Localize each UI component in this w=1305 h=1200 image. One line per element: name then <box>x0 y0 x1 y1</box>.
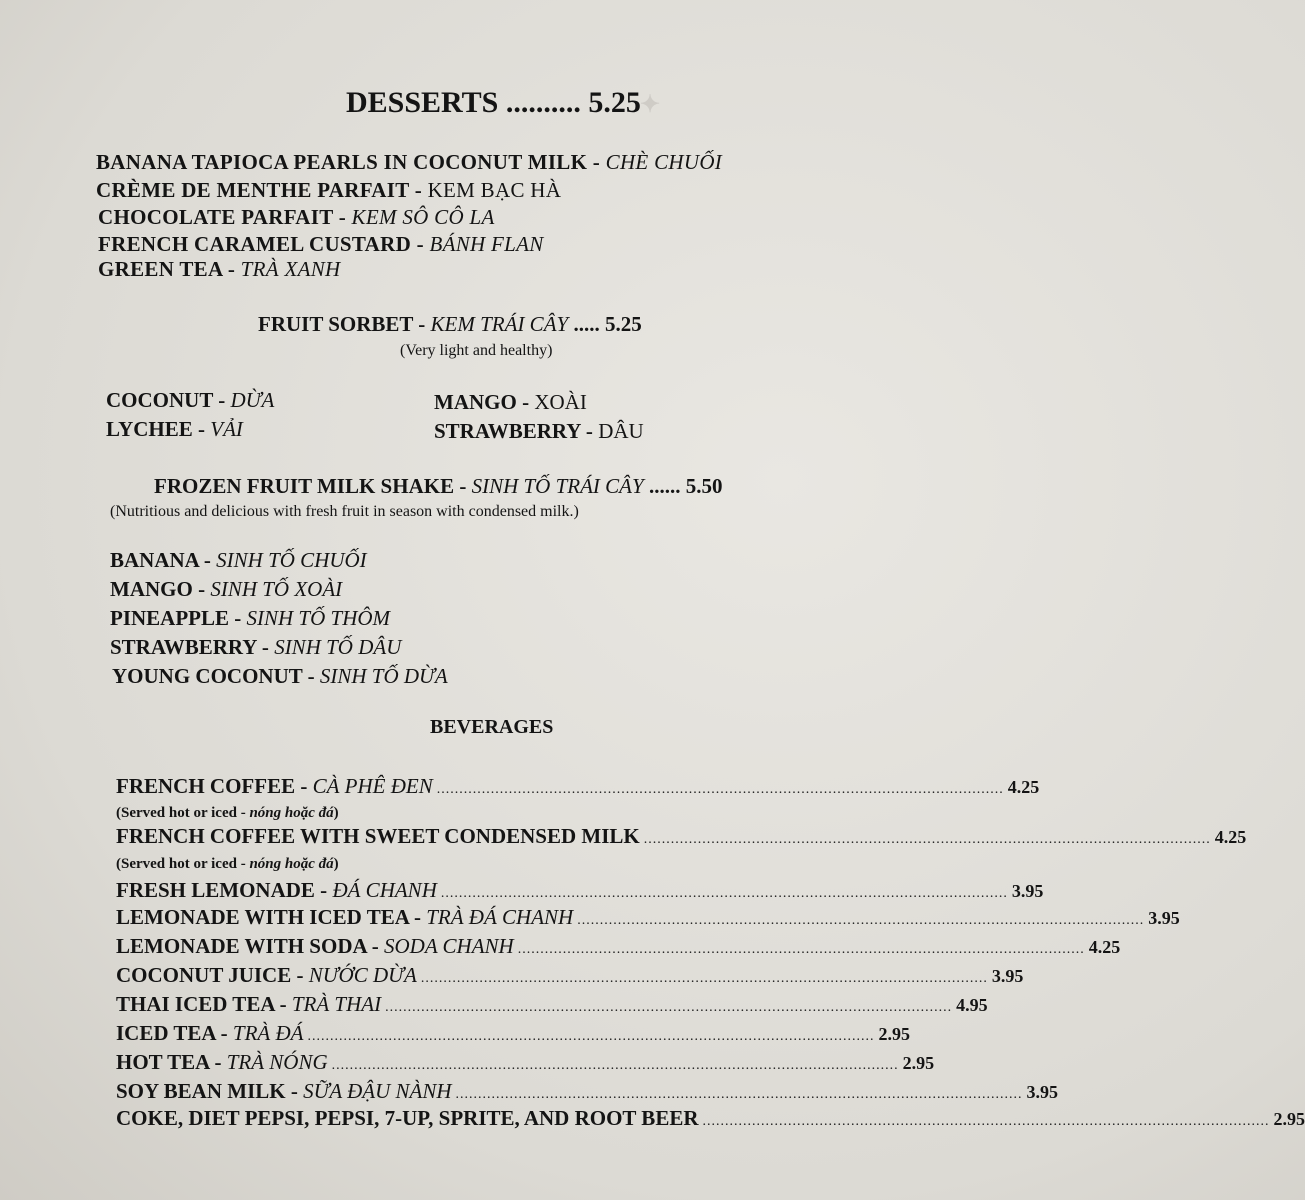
leader-dots: .............................................................................................................................. <box>702 1114 1270 1129</box>
beverage-row: FRESH LEMONADE - ĐÁ CHANH .............................................................................................................................. 3.95 <box>116 878 1044 902</box>
leader-dots: .............................................................................................................................. <box>517 942 1085 957</box>
beverage-row: FRENCH COFFEE WITH SWEET CONDENSED MILK .............................................................................................................................. 4.25 <box>116 824 1247 848</box>
served-note: (Served hot or iced - nóng hoặc đá) <box>116 856 339 872</box>
dessert-item: FRENCH CARAMEL CUSTARD - BÁNH FLAN <box>98 232 544 256</box>
leader-dots: .............................................................................................................................. <box>440 886 1008 901</box>
shake-title: FROZEN FRUIT MILK SHAKE - SINH TỐ TRÁI CÂY ...... 5.50 <box>154 474 723 498</box>
sorbet-item: STRAWBERRY - DÂU <box>434 419 644 443</box>
leader-dots: .............................................................................................................................. <box>436 782 1004 797</box>
beverage-row: LEMONADE WITH ICED TEA - TRÀ ĐÁ CHANH .............................................................................................................................. 3.95 <box>116 905 1180 929</box>
leader-dots: .............................................................................................................................. <box>577 913 1145 928</box>
leader-dots: .............................................................................................................................. <box>643 832 1211 847</box>
leader-dots: .............................................................................................................................. <box>331 1058 899 1073</box>
sorbet-title: FRUIT SORBET - KEM TRÁI CÂY ..... 5.25 <box>258 312 642 336</box>
dessert-item: GREEN TEA - TRÀ XANH <box>98 257 341 281</box>
bleed-through-text: ✦ <box>640 92 661 118</box>
dessert-item: CRÈME DE MENTHE PARFAIT - KEM BẠC HÀ <box>96 178 562 202</box>
beverage-row: THAI ICED TEA - TRÀ THAI .............................................................................................................................. 4.95 <box>116 992 988 1016</box>
sorbet-note: (Very light and healthy) <box>400 342 553 359</box>
dessert-item: BANANA TAPIOCA PEARLS IN COCONUT MILK - CHÈ CHUỐI <box>96 150 723 174</box>
shake-item: PINEAPPLE - SINH TỐ THÔM <box>110 606 391 630</box>
served-note: (Served hot or iced - nóng hoặc đá) <box>116 805 339 821</box>
shake-item: BANANA - SINH TỐ CHUỐI <box>110 548 367 572</box>
shake-note: (Nutritious and delicious with fresh fruit in season with condensed milk.) <box>110 503 579 520</box>
sorbet-item: LYCHEE - VẢI <box>106 417 243 441</box>
beverage-row: COCONUT JUICE - NƯỚC DỪA .............................................................................................................................. 3.95 <box>116 963 1024 987</box>
shake-item: YOUNG COCONUT - SINH TỐ DỪA <box>112 664 448 688</box>
dessert-item: CHOCOLATE PARFAIT - KEM SÔ CÔ LA <box>98 205 495 229</box>
beverage-row: FRENCH COFFEE - CÀ PHÊ ĐEN .............................................................................................................................. 4.25 <box>116 774 1040 798</box>
beverage-row: ICED TEA - TRÀ ĐÁ .............................................................................................................................. 2.95 <box>116 1021 910 1045</box>
beverages-title: BEVERAGES <box>430 716 554 738</box>
sorbet-item: MANGO - XOÀI <box>434 390 587 414</box>
sorbet-item: COCONUT - DỪA <box>106 388 275 412</box>
leader-dots: .............................................................................................................................. <box>455 1087 1023 1102</box>
beverage-row: SOY BEAN MILK - SỮA ĐẬU NÀNH .............................................................................................................................. 3.95 <box>116 1079 1059 1103</box>
leader-dots: .............................................................................................................................. <box>385 1000 953 1015</box>
desserts-title: DESSERTS .......... 5.25 <box>346 86 641 119</box>
beverage-row: COKE, DIET PEPSI, PEPSI, 7-UP, SPRITE, AND ROOT BEER .............................................................................................................................. 2.95 <box>116 1106 1305 1130</box>
shake-item: STRAWBERRY - SINH TỐ DÂU <box>110 635 402 659</box>
beverage-row: HOT TEA - TRÀ NÓNG .............................................................................................................................. 2.95 <box>116 1050 935 1074</box>
leader-dots: .............................................................................................................................. <box>420 971 988 986</box>
shake-item: MANGO - SINH TỐ XOÀI <box>110 577 343 601</box>
leader-dots: .............................................................................................................................. <box>307 1029 875 1044</box>
beverage-row: LEMONADE WITH SODA - SODA CHANH .............................................................................................................................. 4.25 <box>116 934 1121 958</box>
